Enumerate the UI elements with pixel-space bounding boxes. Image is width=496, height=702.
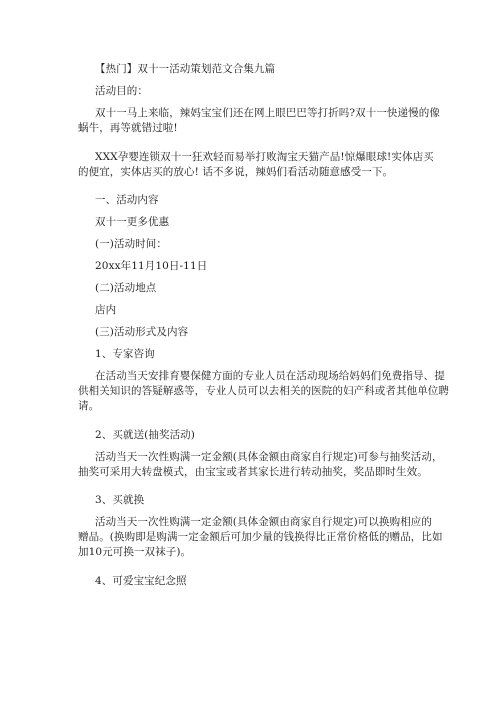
item2-title: 2、买就送(抽奖活动)	[95, 429, 195, 441]
item2-paragraph	[78, 450, 443, 480]
purpose-line: 蜗牛，再等就错过啦!	[78, 122, 178, 134]
item1-title: 1、专家咨询	[95, 348, 155, 360]
time-value: 20xx年11月10日-11日	[95, 260, 208, 272]
item2-line: 活动当天一次性购满一定金额(具体金额由商家自行规定)可参与抽奖活动，	[95, 451, 443, 463]
intro-paragraph	[78, 150, 434, 180]
item1-line: 供相关知识的答疑解惑等，专业人员可以去相关的医院的妇产科或者其他单位聘	[78, 385, 449, 397]
item3-line: 活动当天一次性购满一定金额(具体金额由商家自行规定)可以换购相应的	[95, 516, 432, 528]
place-heading: (二)活动地点	[95, 282, 157, 294]
intro-line: XXX孕婴连锁双十一狂欢轻而易举打败淘宝天猫产品!惊爆眼球!实体店买	[95, 151, 434, 163]
purpose-paragraph	[78, 106, 440, 136]
offer-title: 双十一更多优惠	[95, 216, 170, 228]
item3-line: 赠品。(换购即是购满一定金额后可加少量的钱换得比正常价格低的赠品，比如	[78, 531, 443, 543]
form-heading: (三)活动形式及内容	[95, 326, 189, 338]
item3-title: 3、买就换	[95, 494, 145, 506]
purpose-line: 双十一马上来临，辣妈宝宝们还在网上眼巴巴等打折吗?双十一快递慢的像	[95, 107, 440, 119]
item1-paragraph	[78, 369, 449, 414]
item2-line: 抽奖可采用大转盘模式，由宝宝或者其家长进行转动抽奖，奖品即时生效。	[78, 466, 428, 478]
intro-line: 的便宜，实体店买的放心! 话不多说，辣妈们看活动随意感受一下。	[78, 166, 394, 178]
item1-line: 请。	[78, 400, 100, 412]
item3-line: 加10元可换一双袜子)。	[78, 546, 192, 558]
section-one-heading: 一、活动内容	[95, 194, 159, 206]
item4-title: 4、可爱宝宝纪念照	[95, 575, 187, 587]
item3-paragraph	[78, 515, 443, 560]
place-value: 店内	[95, 304, 117, 316]
time-heading: (一)活动时间：	[95, 238, 167, 250]
purpose-heading: 活动目的：	[95, 85, 148, 97]
item1-line: 在活动当天安排育婴保健方面的专业人员在活动现场给妈妈们免费指导、提	[95, 370, 445, 382]
document-title: 【热门】双十一活动策划范文合集九篇	[95, 63, 276, 75]
